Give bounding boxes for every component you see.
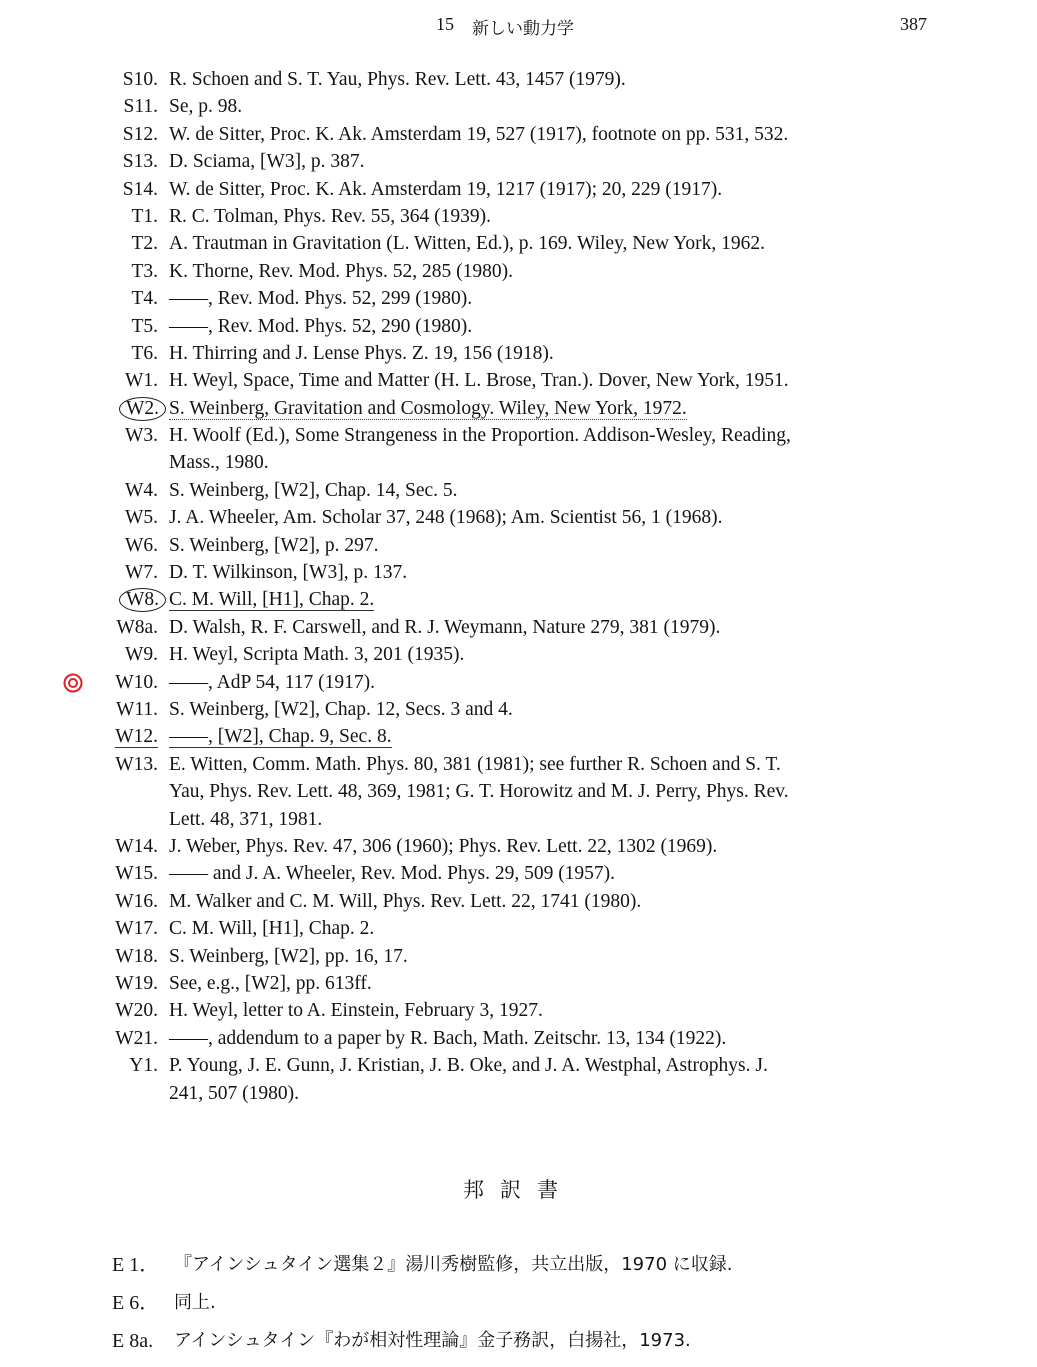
reference-text [169, 1052, 929, 1107]
reference-line: R. Schoen and S. T. Yau, Phys. Rev. Lett. 43, 1457 (1979). [169, 69, 626, 90]
reference-key: W2. [100, 395, 158, 422]
reference-list [0, 66, 1037, 1107]
reference-key: W10. [115, 671, 158, 693]
reference-text [169, 943, 929, 970]
reference-line: C. M. Will, [H1], Chap. 2. [169, 589, 375, 611]
reference-key: W15. [115, 863, 158, 885]
reference-line: See, e.g., [W2], pp. 613ff. [169, 972, 372, 994]
reference-line: H. Weyl, Space, Time and Matter (H. L. Brose, Tran.). Dover, New York, 1951. [169, 370, 789, 392]
reference-entry [0, 203, 1037, 230]
reference-key: W18. [115, 945, 158, 967]
reference-entry [0, 586, 1037, 613]
reference-line: ——, AdP 54, 117 (1917). [169, 671, 376, 693]
reference-key: W5. [124, 507, 158, 529]
reference-key: W3. [124, 425, 158, 447]
reference-line: W. de Sitter, Proc. K. Ak. Amsterdam 19, 1217 (1917); 20, 229 (1917). [169, 178, 723, 200]
reference-line: 241, 507 (1980). [169, 1082, 299, 1104]
reference-line: ——, [W2], Chap. 9, Sec. 8. [169, 726, 392, 748]
reference-line: ——, addendum to a paper by R. Bach, Math. Zeitschr. 13, 134 (1922). [169, 1027, 727, 1049]
reference-entry [0, 66, 1037, 93]
reference-line: D. Walsh, R. F. Carswell, and R. J. Weymann, Nature 279, 381 (1979). [169, 616, 721, 638]
reference-text [169, 121, 929, 148]
reference-key: W4. [124, 479, 158, 501]
reference-key: W14. [115, 835, 158, 857]
reference-line: M. Walker and C. M. Will, Phys. Rev. Lett. 22, 1741 (1980). [169, 890, 642, 912]
reference-key: W12. [115, 726, 158, 748]
reference-line: P. Young, J. E. Gunn, J. Kristian, J. B. Oke, and J. A. Westphal, Astrophys. J. [169, 1055, 768, 1077]
reference-entry [0, 970, 1037, 997]
reference-key: T3. [131, 260, 158, 282]
reference-text [169, 559, 929, 586]
translation-entry [0, 1250, 1037, 1288]
reference-key: W6. [124, 534, 158, 556]
reference-line: W. de Sitter, Proc. K. Ak. Amsterdam 19, 527 (1917), footnote on pp. 531, 532. [169, 123, 789, 145]
reference-entry [0, 669, 1037, 696]
reference-entry [0, 422, 1037, 477]
translation-key: E 8a. [112, 1330, 154, 1352]
reference-text [169, 997, 929, 1024]
reference-entry [0, 121, 1037, 148]
reference-text [169, 203, 929, 230]
reference-text [169, 66, 929, 93]
reference-line: R. C. Tolman, Phys. Rev. 55, 364 (1939). [169, 205, 492, 227]
reference-entry [0, 696, 1037, 723]
translation-entry [0, 1288, 1037, 1326]
reference-key: W8a. [116, 616, 158, 638]
reference-line: Yau, Phys. Rev. Lett. 48, 369, 1981; G. T. Horowitz and M. J. Perry, Phys. Rev. [169, 781, 789, 803]
reference-line: ——, Rev. Mod. Phys. 52, 299 (1980). [169, 288, 473, 310]
reference-key: W16. [115, 890, 158, 912]
reference-key: S14. [122, 178, 158, 200]
reference-line: J. A. Wheeler, Am. Scholar 37, 248 (1968); Am. Scientist 56, 1 (1968). [169, 507, 723, 529]
reference-entry [0, 230, 1037, 257]
reference-entry [0, 915, 1037, 942]
reference-entry [0, 997, 1037, 1024]
reference-entry [0, 367, 1037, 394]
reference-text [169, 669, 929, 696]
reference-line: C. M. Will, [H1], Chap. 2. [169, 918, 375, 940]
reference-key: S11. [123, 96, 158, 118]
reference-text [169, 367, 929, 394]
reference-key: S10. [122, 69, 158, 90]
reference-text [169, 888, 929, 915]
reference-entry [0, 504, 1037, 531]
reference-key: T4. [131, 288, 158, 310]
reference-line: H. Woolf (Ed.), Some Strangeness in the Proportion. Addison-Wesley, Reading, [169, 425, 791, 447]
reference-entry [0, 723, 1037, 750]
reference-text [169, 230, 929, 257]
reference-entry [0, 258, 1037, 285]
chapter-number: 15 [436, 14, 454, 34]
reference-text [169, 614, 929, 641]
reference-text [169, 258, 929, 285]
reference-entry [0, 93, 1037, 120]
reference-line: H. Weyl, letter to A. Einstein, February 3, 1927. [169, 1000, 543, 1022]
reference-line: Se, p. 98. [169, 96, 243, 118]
reference-key: T2. [131, 233, 158, 255]
reference-entry [0, 1025, 1037, 1052]
reference-key: Y1. [129, 1055, 158, 1077]
reference-text [169, 641, 929, 668]
reference-line: S. Weinberg, [W2], p. 297. [169, 534, 379, 556]
reference-text [169, 915, 929, 942]
translations-heading: 邦訳書 [463, 1178, 574, 1202]
reference-entry [0, 477, 1037, 504]
reference-line: H. Weyl, Scripta Math. 3, 201 (1935). [169, 644, 465, 666]
reference-entry [0, 559, 1037, 586]
reference-text [169, 532, 929, 559]
reference-key: W7. [124, 562, 158, 584]
reference-text [169, 586, 929, 613]
reference-text [169, 93, 929, 120]
reference-entry [0, 532, 1037, 559]
reference-text [169, 504, 929, 531]
reference-entry [0, 148, 1037, 175]
reference-line: S. Weinberg, Gravitation and Cosmology. Wiley, New York, 1972. [169, 397, 687, 419]
reference-line: H. Thirring and J. Lense Phys. Z. 19, 156 (1918). [169, 342, 554, 364]
chapter-title: 新しい動力学 [472, 19, 574, 39]
reference-line: —— and J. A. Wheeler, Rev. Mod. Phys. 29, 509 (1957). [169, 863, 616, 885]
reference-key: T6. [131, 342, 158, 364]
reference-entry [0, 1052, 1037, 1107]
reference-key: S13. [122, 151, 158, 173]
reference-key: W13. [115, 753, 158, 775]
reference-entry [0, 340, 1037, 367]
reference-line: D. Sciama, [W3], p. 387. [169, 151, 365, 173]
reference-line: Lett. 48, 371, 1981. [169, 808, 323, 830]
reference-key: W19. [115, 972, 158, 994]
reference-text [169, 176, 929, 203]
reference-key: W20. [115, 1000, 158, 1022]
reference-entry [0, 888, 1037, 915]
reference-text [169, 1025, 929, 1052]
reference-entry [0, 860, 1037, 887]
reference-key: T1. [131, 205, 158, 227]
reference-key: W21. [115, 1027, 158, 1049]
reference-text [169, 340, 929, 367]
reference-text [169, 723, 929, 750]
double-circle-mark-icon [63, 673, 83, 693]
reference-text [169, 477, 929, 504]
reference-line: Mass., 1980. [169, 452, 269, 474]
reference-line: S. Weinberg, [W2], Chap. 14, Sec. 5. [169, 479, 458, 501]
reference-key: S12. [122, 123, 158, 145]
reference-line: A. Trautman in Gravitation (L. Witten, Ed.), p. 169. Wiley, New York, 1962. [169, 233, 766, 255]
translation-entry [0, 1326, 1037, 1364]
reference-text [169, 422, 929, 477]
reference-line: S. Weinberg, [W2], Chap. 12, Secs. 3 and 4. [169, 699, 513, 720]
reference-key: W8. [100, 586, 158, 613]
translation-text: 『アインシュタイン選集２』湯川秀樹監修，共立出版，1970 に収録. [174, 1254, 733, 1275]
reference-key: W9. [124, 644, 158, 666]
reference-key: T5. [131, 315, 158, 337]
reference-line: K. Thorne, Rev. Mod. Phys. 52, 285 (1980). [169, 260, 513, 282]
page-number: 387 [900, 14, 927, 34]
reference-text [169, 313, 929, 340]
reference-key: W11. [115, 699, 158, 720]
reference-text [169, 696, 929, 723]
reference-text [169, 285, 929, 312]
translation-key: E 1． [112, 1254, 160, 1276]
running-head [0, 14, 1037, 40]
reference-entry [0, 395, 1037, 422]
reference-text [169, 833, 929, 860]
reference-text [169, 395, 929, 422]
reference-line: D. T. Wilkinson, [W3], p. 137. [169, 562, 408, 584]
reference-entry [0, 943, 1037, 970]
reference-text [169, 751, 929, 833]
reference-line: J. Weber, Phys. Rev. 47, 306 (1960); Phys. Rev. Lett. 22, 1302 (1969). [169, 835, 718, 857]
reference-line: ——, Rev. Mod. Phys. 52, 290 (1980). [169, 315, 473, 337]
reference-entry [0, 285, 1037, 312]
reference-entry [0, 833, 1037, 860]
reference-entry [0, 641, 1037, 668]
reference-entry [0, 176, 1037, 203]
translation-text: 同上. [174, 1292, 216, 1313]
translation-key: E 6． [112, 1292, 160, 1314]
reference-line: S. Weinberg, [W2], pp. 16, 17. [169, 945, 408, 967]
reference-key: W1. [124, 370, 158, 392]
translations-list [0, 1250, 1037, 1364]
reference-line: E. Witten, Comm. Math. Phys. 80, 381 (1981); see further R. Schoen and S. T. [169, 753, 781, 775]
translation-text: アインシュタイン『わが相対性理論』金子務訳，白揚社，1973. [174, 1330, 691, 1351]
reference-text [169, 860, 929, 887]
reference-entry [0, 751, 1037, 833]
reference-text [169, 970, 929, 997]
reference-entry [0, 614, 1037, 641]
reference-key: W17. [115, 918, 158, 940]
reference-entry [0, 313, 1037, 340]
reference-text [169, 148, 929, 175]
